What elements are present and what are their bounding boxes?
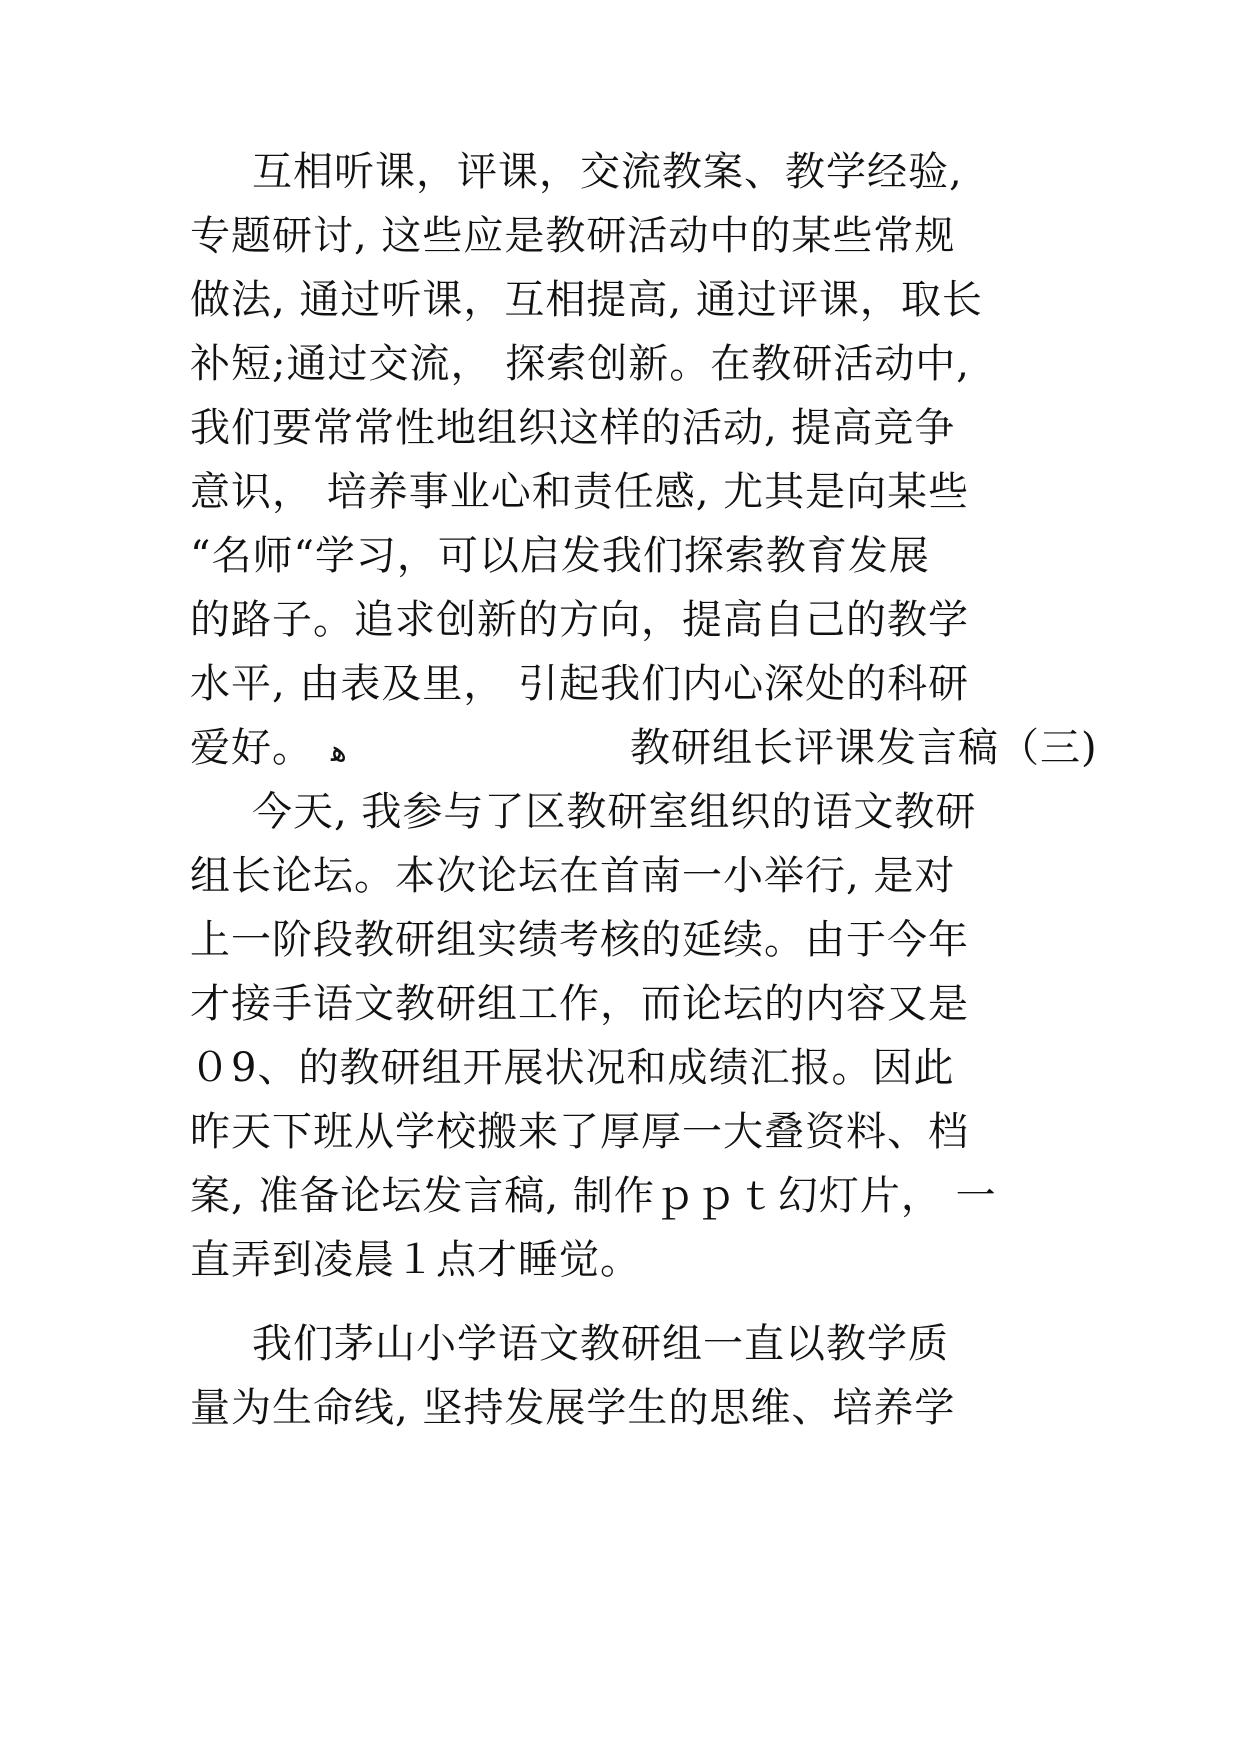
paragraph-2-line-6: 昨天下班从学校搬来了厚厚一大叠资料、档 (190, 1109, 969, 1155)
paragraph-1-last-text: 爱好。 (190, 725, 313, 771)
paragraph-2-line-8: 直弄到凌晨１点才睡觉。 (190, 1237, 641, 1283)
paragraph-2-line-3: 上一阶段教研组实绩考核的延续。由于今年 (190, 917, 969, 963)
paragraph-1-line-6: 意识， 培养事业心和责任感, 尤其是向某些 (190, 469, 970, 515)
paragraph-2-line-4: 才接手语文教研组工作，而论坛的内容又是 (190, 981, 969, 1027)
paragraph-2-line-1: 今天, 我参与了区教研室组织的语文教研 (252, 789, 977, 835)
paragraph-end-mark: ﻫ (331, 734, 347, 769)
paragraph-3-line-2: 量为生命线, 坚持发展学生的思维、培养学 (190, 1385, 956, 1431)
paragraph-3-line-1: 我们茅山小学语文教研组一直以教学质 (252, 1321, 949, 1367)
section-heading: 教研组长评课发言稿（三) (630, 725, 1098, 771)
paragraph-1-last-line (190, 722, 1098, 778)
paragraph-1-line-4: 补短;通过交流， 探索创新。在教研活动中, (190, 341, 970, 387)
paragraph-1-line-7: “名师“学习，可以启发我们探索教育发展 (190, 533, 930, 579)
paragraph-2-line-5: ０9、的教研组开展状况和成绩汇报。因此 (190, 1045, 955, 1091)
paragraph-2-line-7: 案, 准备论坛发言稿, 制作ｐｐｔ幻灯片， 一 (190, 1173, 997, 1219)
paragraph-1-line-2: 专题研讨, 这些应是教研活动中的某些常规 (190, 213, 956, 259)
paragraph-2-line-2: 组长论坛。本次论坛在首南一小举行, 是对 (190, 853, 956, 899)
paragraph-1-line-1: 互相听课，评课，交流教案、教学经验, (252, 149, 963, 195)
paragraph-1-line-5: 我们要常常性地组织这样的活动, 提高竞争 (190, 405, 956, 451)
paragraph-1-line-8: 的路子。追求创新的方向，提高自己的教学 (190, 597, 969, 643)
paragraph-1-line-3: 做法, 通过听课，互相提高, 通过评课，取长 (190, 277, 983, 323)
paragraph-1-line-9: 水平, 由表及里， 引起我们内心深处的科研 (190, 661, 970, 707)
